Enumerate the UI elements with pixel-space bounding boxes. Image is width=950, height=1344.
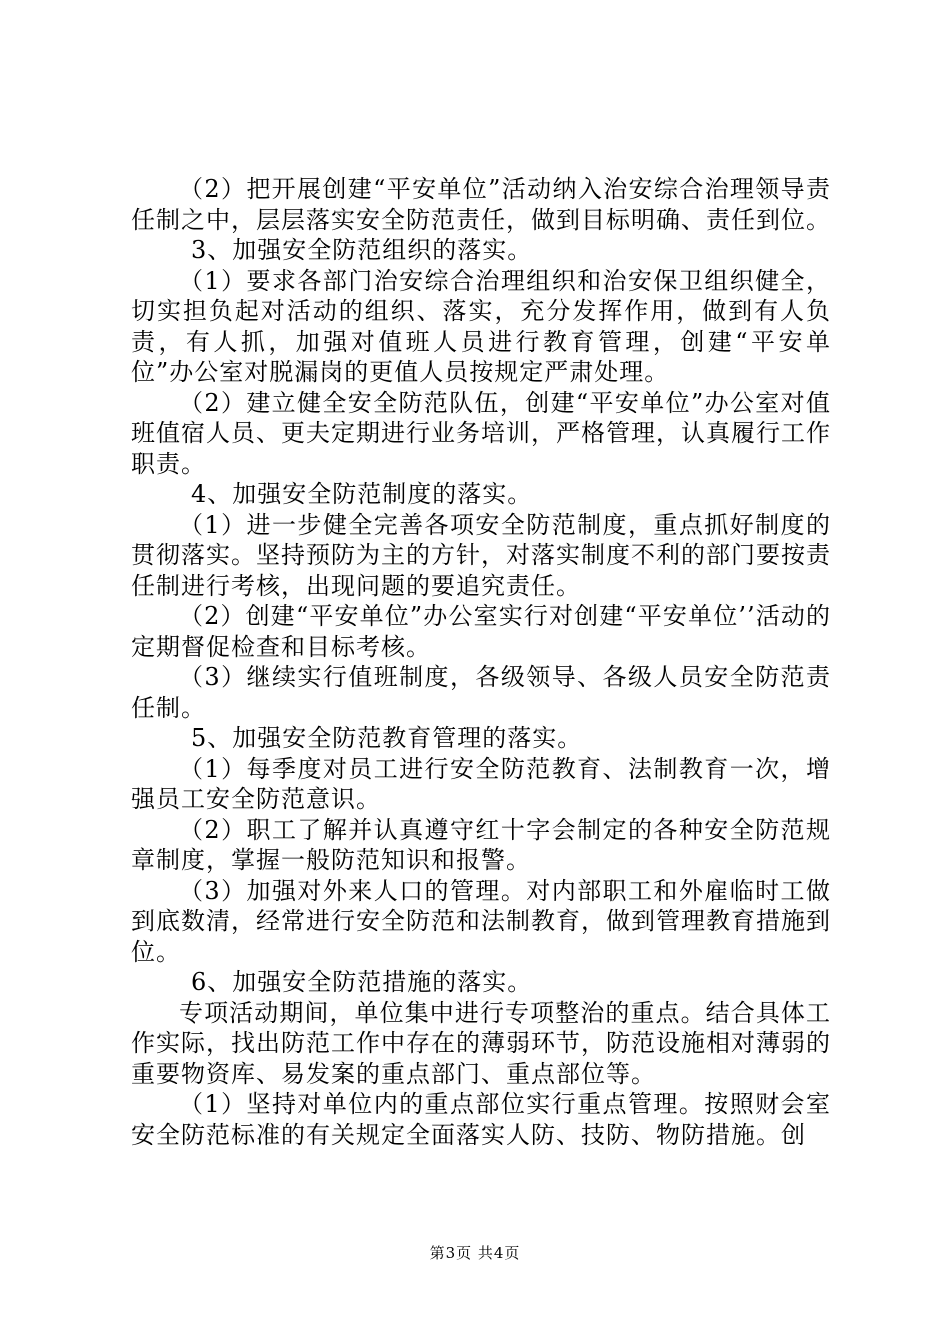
paragraph-12: （3）加强对外来人口的管理。对内部职工和外雇临时工做到底数清，经常进行安全防范和法制教育，做到管理教育措施到位。	[131, 876, 831, 966]
page-number: 第3页 共4页	[429, 1244, 521, 1262]
section-heading-4: 4、加强安全防范制度的落实。	[191, 480, 533, 508]
paragraph-4: （2）建立健全安全防范队伍，创建“平安单位”办公室对值班值宿人员、更夫定期进行业务培训，严格管理，认真履行工作职责。	[131, 388, 831, 478]
section-heading-6: 6、加强安全防范措施的落实。	[191, 968, 533, 996]
paragraph-11: （2）职工了解并认真遵守红十字会制定的各种安全防范规章制度，掌握一般防范知识和报警。	[131, 815, 831, 874]
paragraph-7: （2）创建“平安单位”办公室实行对创建“平安单位’’活动的定期督促检查和目标考核。	[131, 602, 831, 661]
paragraph-10: （1）每季度对员工进行安全防范教育、法制教育一次，增强员工安全防范意识。	[131, 754, 831, 813]
paragraph-14: 专项活动期间，单位集中进行专项整治的重点。结合具体工作实际，找出防范工作中存在的薄弱环节，防范设施相对薄弱的重要物资库、易发案的重点部门、重点部位等。	[131, 998, 831, 1088]
paragraph-1: （2）把开展创建“平安单位”活动纳入治安综合治理领导责任制之中，层层落实安全防范责任，做到目标明确、责任到位。	[131, 175, 831, 234]
paragraph-15: （1）坚持对单位内的重点部位实行重点管理。按照财会室安全防范标准的有关规定全面落实人防、技防、物防措施。创	[131, 1090, 831, 1149]
section-heading-5: 5、加强安全防范教育管理的落实。	[191, 724, 583, 752]
section-heading-3: 3、加强安全防范组织的落实。	[191, 236, 533, 264]
page-footer	[0, 1242, 950, 1263]
document-body	[131, 174, 831, 1150]
paragraph-6: （1）进一步健全完善各项安全防范制度，重点抓好制度的贯彻落实。坚持预防为主的方针，对落实制度不利的部门要按责任制进行考核，出现问题的要追究责任。	[131, 510, 831, 600]
paragraph-8: （3）继续实行值班制度，各级领导、各级人员安全防范责任制。	[131, 663, 831, 722]
paragraph-3: （1）要求各部门治安综合治理组织和治安保卫组织健全，切实担负起对活动的组织、落实，充分发挥作用，做到有人负责，有人抓，加强对值班人员进行教育管理，创建“平安单位”办公室对脱漏岗的更值人员按规定严肃处理。	[131, 266, 831, 386]
